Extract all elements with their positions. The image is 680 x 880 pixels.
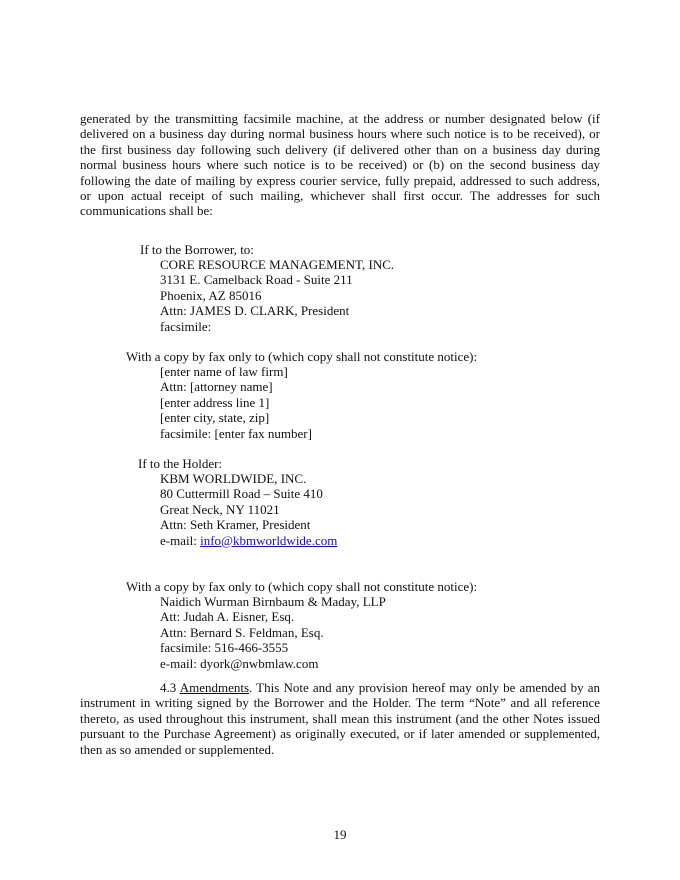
- borrower-copy-intro: With a copy by fax only to (which copy shall not constitute notice):: [126, 349, 478, 364]
- holder-attention: Attn: Seth Kramer, President: [160, 517, 311, 533]
- holder-email-label: e-mail:: [160, 532, 201, 548]
- borrower-attention: Attn: JAMES D. CLARK, President: [160, 303, 350, 319]
- borrower-copy-address-block: [160, 364, 312, 441]
- attorney-eisner: Att: Judah A. Eisner, Esq.: [160, 609, 295, 625]
- borrower-city: Phoenix, AZ 85016: [160, 287, 262, 303]
- notice-paragraph: generated by the transmitting facsimile machine, at the address or number designated below (if delivered on a business day during normal business hours where such notice is to be received), or the first business day following such delivery (if delivered other than on a business day during normal business hours where such notice is to be received) or (b) on the second business day following the date of mailing by express courier service, fully prepaid, addressed to such address, or upon actual receipt of such mailing, whichever shall first occur. The addresses for such communications shall be:: [80, 111, 600, 219]
- page-number: 19: [333, 827, 347, 842]
- law-firm-name: Naidich Wurman Birnbaum & Maday, LLP: [160, 594, 386, 609]
- amendments-paragraph: [80, 680, 600, 757]
- holder-copy-intro: With a copy by fax only to (which copy shall not constitute notice):: [126, 579, 478, 594]
- law-firm-email: e-mail: dyork@nwbmlaw.com: [160, 655, 319, 671]
- amendments-text: . This Note and any provision hereof may only be amended by an instrument in writing signed by the Borrower and the Holder. The term “Note” and all reference thereto, as used throughout this instrument, shall mean this instrument (and the other Notes issued pursuant to the Purchase Agreement) as originally executed, or if later amended or supplemented, then as so amended or supplemented.: [80, 680, 600, 757]
- address-line-placeholder: [enter address line 1]: [160, 394, 270, 410]
- attorney-feldman: Attn: Bernard S. Feldman, Esq.: [160, 624, 324, 640]
- borrower-street: 3131 E. Camelback Road - Suite 211: [160, 272, 353, 288]
- holder-company: KBM WORLDWIDE, INC.: [160, 471, 307, 486]
- borrower-facsimile: facsimile:: [160, 318, 212, 334]
- law-firm-placeholder: [enter name of law firm]: [160, 364, 288, 379]
- borrower-address-block: [160, 257, 394, 334]
- holder-copy-address-block: [160, 594, 386, 671]
- fax-placeholder: facsimile: [enter fax number]: [160, 425, 312, 441]
- borrower-company: CORE RESOURCE MANAGEMENT, INC.: [160, 257, 395, 272]
- holder-street: 80 Cuttermill Road – Suite 410: [160, 486, 323, 502]
- borrower-intro: If to the Borrower, to:: [140, 242, 254, 257]
- city-state-zip-placeholder: [enter city, state, zip]: [160, 410, 270, 426]
- holder-email-link[interactable]: info@kbmworldwide.com: [200, 532, 338, 548]
- law-firm-facsimile: facsimile: 516-466-3555: [160, 640, 289, 656]
- holder-intro: If to the Holder:: [138, 456, 223, 471]
- section-heading: Amendments: [179, 680, 250, 695]
- holder-city: Great Neck, NY 11021: [160, 501, 280, 517]
- holder-address-block: [160, 471, 337, 548]
- holder-email-line: [160, 533, 337, 548]
- attorney-placeholder: Attn: [attorney name]: [160, 379, 273, 395]
- section-number: 4.3: [160, 680, 177, 695]
